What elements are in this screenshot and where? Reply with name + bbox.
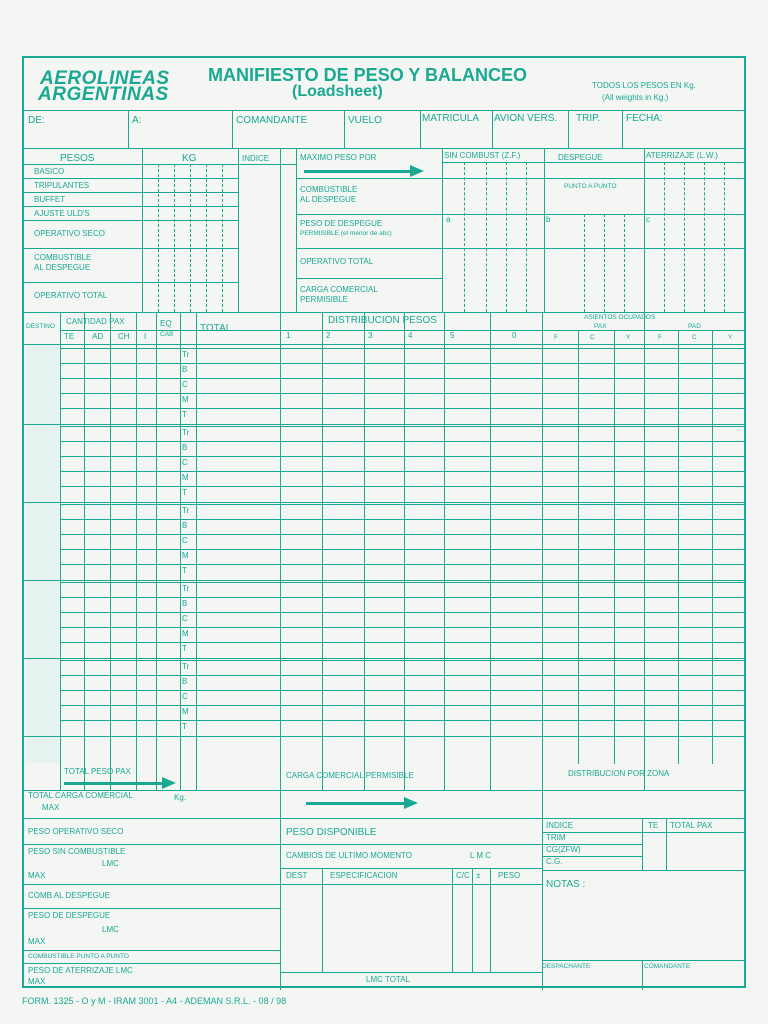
grid-row-line	[60, 660, 746, 661]
seat-col-c1: C	[590, 334, 595, 341]
especificacion-col: ESPECIFICACION	[330, 871, 398, 880]
row-class-label: B	[182, 599, 188, 608]
grid-row-line	[60, 456, 746, 457]
label-comb-despegue-1: COMBUSTIBLE	[34, 253, 92, 262]
maximo-carga-1: CARGA COMERCIAL	[300, 285, 378, 294]
max-2: MAX	[28, 937, 46, 946]
grid-col-line	[490, 312, 491, 790]
punto-a-punto: PUNTO A PUNTO	[564, 183, 617, 190]
cab-header: CAB	[160, 331, 174, 338]
row-class-label: T	[182, 566, 187, 575]
seat-col-line	[712, 330, 713, 764]
row-class-label: Tr	[182, 350, 190, 359]
seat-col-line	[614, 330, 615, 764]
peso-de-aterrizaje: PESO DE ATERRIZAJE LMC	[28, 966, 133, 975]
cg-zfw-label: CG(ZFW)	[546, 845, 581, 854]
label-comb-despegue-2: AL DESPEGUE	[34, 263, 91, 272]
row-class-label: T	[182, 410, 187, 419]
ad-header: AD	[92, 332, 104, 341]
row-class-label: T	[182, 722, 187, 731]
maximo-peso-desp-1: PESO DE DESPEGUE	[300, 219, 383, 228]
row-class-label: B	[182, 365, 188, 374]
cc-col: C/C	[456, 871, 470, 880]
cantidad-pax-header: CANTIDAD PAX	[66, 317, 125, 326]
form-title: MANIFIESTO DE PESO Y BALANCEO	[208, 65, 528, 85]
row-class-label: Tr	[182, 506, 190, 515]
row-class-label: C	[182, 458, 188, 467]
group-divider	[24, 580, 746, 581]
logo-line1: AEROLINEAS	[40, 68, 170, 89]
lmc-total: LMC TOTAL	[366, 975, 411, 984]
grid-row-line	[60, 393, 746, 394]
form-footer: FORM. 1325 - O y M - IRAM 3001 - A4 - ADEMAN S.R.L. - 08 / 98	[22, 996, 287, 1006]
total-peso-pax-arrowhead	[162, 777, 176, 789]
lmc-header: L M C	[470, 851, 492, 860]
peso-disponible: PESO DISPONIBLE	[286, 827, 377, 838]
seat-col-line	[678, 330, 679, 764]
grid-row-line	[60, 564, 746, 565]
loadsheet-form	[22, 56, 746, 988]
weight-col-2: 2	[326, 331, 331, 340]
seat-col-line	[578, 330, 579, 764]
grid-row-line	[60, 348, 746, 349]
pad-header: PAD	[688, 323, 701, 330]
weight-col-1: 1	[286, 331, 291, 340]
grid-row-line	[60, 597, 746, 598]
peso-operativo-seco: PESO OPERATIVO SECO	[28, 827, 124, 836]
carga-permisible-arrowhead	[404, 797, 418, 809]
comandante-label: COMANDANTE	[644, 963, 691, 970]
field-matricula[interactable]: MATRICULA	[422, 113, 480, 124]
grid-row-line	[60, 612, 746, 613]
row-class-label: C	[182, 536, 188, 545]
row-class-label: M	[182, 629, 189, 638]
asientos-ocupados-header: ASIENTOS OCUPADOS	[584, 314, 656, 321]
group-divider	[24, 502, 746, 503]
grid-row-line	[60, 504, 746, 505]
label-operativo-total: OPERATIVO TOTAL	[34, 291, 108, 300]
peso-col: PESO	[498, 871, 521, 880]
ch-header: CH	[118, 332, 130, 341]
grid-row-line	[60, 690, 746, 691]
group-divider	[24, 424, 746, 425]
aterrizaje-header: ATERRIZAJE (L.W.)	[646, 151, 718, 160]
row-class-label: T	[182, 644, 187, 653]
grid-row-line	[60, 408, 746, 409]
pesos-header: PESOS	[60, 153, 95, 164]
weight-col-4: 4	[408, 331, 413, 340]
lmc-1: LMC	[102, 859, 119, 868]
group-divider	[24, 658, 746, 659]
grid-col-line	[444, 312, 445, 790]
grid-row-line	[60, 705, 746, 706]
comb-al-despegue: COMB AL DESPEGUE	[28, 891, 110, 900]
grid-row-line	[60, 534, 746, 535]
grid-col-line	[280, 312, 281, 790]
row-class-label: B	[182, 443, 188, 452]
label-ajuste-ulds: AJUSTE ULD'S	[34, 209, 90, 218]
destino-header: DESTINO	[26, 323, 55, 330]
grid-row-line	[60, 549, 746, 550]
distribucion-pesos-header: DISTRIBUCION PESOS	[328, 315, 437, 326]
grid-col-line	[322, 312, 323, 790]
group-divider	[24, 736, 746, 737]
weight-col-5: 5	[450, 331, 455, 340]
row-class-label: B	[182, 677, 188, 686]
total-pax-label: TOTAL PAX	[670, 821, 713, 830]
indice-header: INDICE	[242, 154, 270, 163]
seat-col-f2: F	[658, 334, 662, 341]
te-label: TE	[648, 821, 659, 830]
kg-header: KG	[182, 153, 197, 164]
label-b: b	[546, 215, 551, 224]
row-class-label: C	[182, 380, 188, 389]
grid-row-line	[60, 675, 746, 676]
max-1: MAX	[28, 871, 46, 880]
total-carga-max: MAX	[42, 803, 60, 812]
grid-col-line	[136, 312, 137, 790]
label-tripulantes: TRIPULANTES	[34, 181, 90, 190]
grid-row-line	[60, 426, 746, 427]
peso-sin-combustible: PESO SIN COMBUSTIBLE	[28, 847, 126, 856]
grid-row-line	[60, 642, 746, 643]
te-header: TE	[64, 332, 75, 341]
row-class-label: M	[182, 707, 189, 716]
label-operativo-seco: OPERATIVO SECO	[34, 229, 105, 238]
weights-note-line2: (All weights in Kg.)	[602, 93, 669, 102]
sin-combust-header: SIN COMBUST (Z.F.)	[444, 151, 521, 160]
grid-row-line	[60, 582, 746, 583]
trim-label: TRIM	[546, 833, 566, 842]
grid-row-line	[60, 720, 746, 721]
maximo-arrow	[304, 170, 412, 173]
grid-col-line	[156, 312, 157, 790]
row-class-label: Tr	[182, 428, 190, 437]
pax-header: PAX	[594, 323, 607, 330]
dest-col: DEST	[286, 871, 308, 880]
row-class-label: B	[182, 521, 188, 530]
max-3: MAX	[28, 977, 46, 986]
grid-row-line	[60, 363, 746, 364]
logo-line2: ARGENTINAS	[38, 84, 169, 105]
grid-col-line	[60, 312, 61, 790]
row-class-label: C	[182, 692, 188, 701]
despegue-header: DESPEGUE	[558, 153, 603, 162]
grid-row-line	[60, 441, 746, 442]
cambios-ultimo-momento: CAMBIOS DE ULTIMO MOMENTO	[286, 851, 412, 860]
grid-col-line	[110, 312, 111, 790]
maximo-title: MAXIMO PESO POR	[300, 153, 377, 162]
eq-header: EQ	[160, 319, 172, 328]
row-class-label: Tr	[182, 662, 190, 671]
maximo-arrowhead	[410, 165, 424, 177]
grid-col-line	[196, 312, 197, 790]
indice-label: INDICE	[546, 821, 574, 830]
maximo-operativo-total: OPERATIVO TOTAL	[300, 257, 374, 266]
form-subtitle: (Loadsheet)	[292, 83, 383, 100]
field-a[interactable]: A:	[132, 115, 142, 126]
peso-de-despegue: PESO DE DESPEGUE	[28, 911, 111, 920]
label-buffet: BUFFET	[34, 195, 66, 204]
field-avion-vers[interactable]: AVION VERS.	[494, 113, 558, 124]
grid-row-line	[60, 378, 746, 379]
maximo-peso-desp-2: PERMISIBLE (el menor de abc)	[300, 230, 392, 237]
grid-col-line	[644, 312, 645, 790]
grid-col-line	[542, 312, 543, 790]
label-a: a	[446, 215, 451, 224]
grid-row-line	[60, 627, 746, 628]
row-class-label: M	[182, 395, 189, 404]
grid-row-line	[60, 519, 746, 520]
total-carga-comercial: TOTAL CARGA COMERCIAL	[28, 791, 133, 800]
seat-col-y1: Y	[626, 334, 631, 341]
seat-col-c2: C	[692, 334, 697, 341]
weight-col-0: 0	[512, 331, 517, 340]
despachante-label: DESPACHANTE	[542, 963, 591, 970]
total-carga-kg: Kg.	[174, 793, 187, 802]
weights-note-line1: TODOS LOS PESOS EN Kg.	[592, 81, 696, 90]
row-class-label: T	[182, 488, 187, 497]
field-de[interactable]: DE:	[28, 115, 45, 126]
maximo-comb-1: COMBUSTIBLE	[300, 185, 358, 194]
field-comandante[interactable]: COMANDANTE	[236, 115, 308, 126]
row-class-label: C	[182, 614, 188, 623]
lmc-2: LMC	[102, 925, 119, 934]
total-peso-pax: TOTAL PESO PAX	[64, 767, 131, 776]
row-class-label: Tr	[182, 584, 190, 593]
label-basico: BASICO	[34, 167, 65, 176]
field-vuelo[interactable]: VUELO	[348, 115, 382, 126]
grid-col-line	[180, 312, 181, 790]
field-fecha[interactable]: FECHA:	[626, 113, 663, 124]
cg-label: C.G.	[546, 857, 563, 866]
weight-col-3: 3	[368, 331, 373, 340]
grid-row-line	[60, 471, 746, 472]
total-peso-pax-arrow	[64, 782, 164, 785]
notas-label: NOTAS :	[546, 879, 586, 890]
carga-permisible-arrow	[306, 802, 406, 805]
total-header: TOTAL	[200, 323, 232, 334]
pm-col: ±	[476, 871, 481, 880]
maximo-carga-2: PERMISIBLE	[300, 295, 349, 304]
seat-col-y2: Y	[728, 334, 733, 341]
row-class-label: M	[182, 551, 189, 560]
distribucion-por-zona: DISTRIBUCION POR ZONA	[568, 769, 670, 778]
grid-col-line	[404, 312, 405, 790]
grid-col-line	[84, 312, 85, 790]
grid-row-line	[60, 486, 746, 487]
field-trip[interactable]: TRIP.	[576, 113, 601, 124]
row-class-label: M	[182, 473, 189, 482]
label-c: c	[646, 215, 650, 224]
i-header: I	[144, 332, 147, 341]
seat-col-f1: F	[554, 334, 558, 341]
combustible-punto-a-punto: COMBUSTIBLE PUNTO A PUNTO	[28, 953, 129, 960]
grid-col-line	[364, 312, 365, 790]
maximo-comb-2: AL DESPEGUE	[300, 195, 357, 204]
carga-comercial-permisible: CARGA COMERCIAL PERMISIBLE	[286, 771, 414, 780]
